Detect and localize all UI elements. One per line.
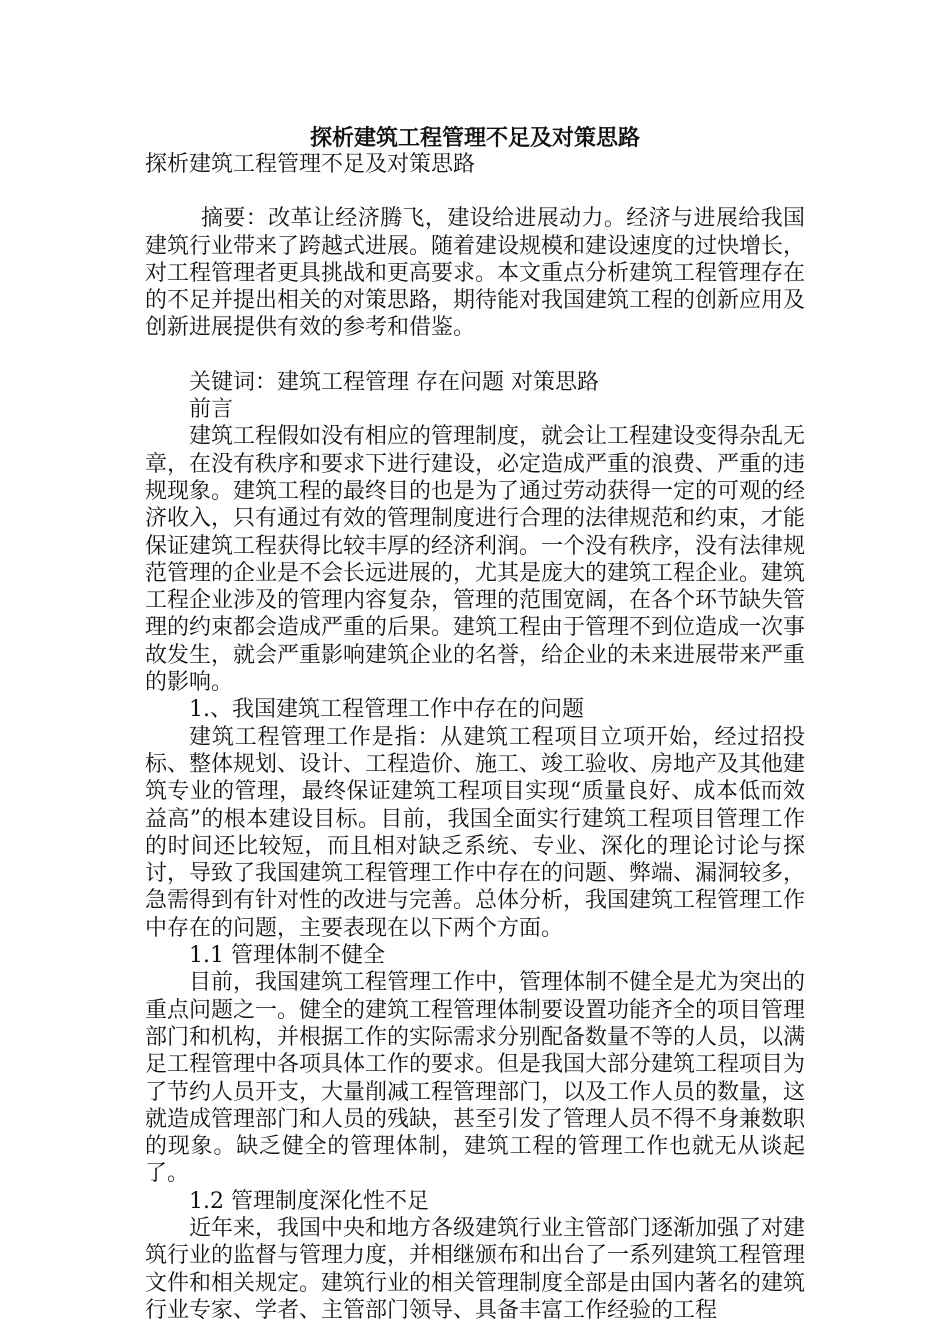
section-1-1-heading: 1.1 管理体制不健全	[189, 943, 385, 969]
section-1-1-paragraph: 目前，我国建筑工程管理工作中，管理体制不健全是尤为突出的重点问题之一。健全的建筑工程管理体制要设置功能齐全的项目管理部门和机构，并根据工作的实际需求分别配备数量不等的人员，以满足工程管理中各项具体工作的要求。但是我国大部分建筑工程项目为了节约人员开支，大量削减工程管理部门，以及工作人员的数量，这就造成管理部门和人员的残缺，甚至引发了管理人员不得不身兼数职的现象。缺乏健全的管理体制，建筑工程的管理工作也就无从谈起了。	[145, 970, 806, 1187]
section-1-heading: 1.、我国建筑工程管理工作中存在的问题	[189, 697, 584, 723]
section-1-2-paragraph: 近年来，我国中央和地方各级建筑行业主管部门逐渐加强了对建筑行业的监督与管理力度，并相继颁布和出台了一系列建筑工程管理文件和相关规定。建筑行业的相关管理制度全部是由国内著名的建筑行业专家、学者、主管部门领导、具备丰富工作经验的工程	[145, 1215, 806, 1323]
preface-paragraph: 建筑工程假如没有相应的管理制度，就会让工程建设变得杂乱无章，在没有秩序和要求下进行建设，必定造成严重的浪费、严重的违规现象。建筑工程的最终目的也是为了通过劳动获得一定的可观的经济收入，只有通过有效的管理制度进行合理的法律规范和约束，才能保证建筑工程获得比较丰厚的经济利润。一个没有秩序，没有法律规范管理的企业是不会长远进展的，尤其是庞大的建筑工程企业。建筑工程企业涉及的管理内容复杂，管理的范围宽阔，在各个环节缺失管理的约束都会造成严重的后果。建筑工程由于管理不到位造成一次事故发生，就会严重影响建筑企业的名誉，给企业的未来进展带来严重的影响。	[145, 424, 806, 696]
preface-heading: 前言	[189, 397, 234, 423]
keywords-line: 关键词：建筑工程管理 存在问题 对策思路	[189, 369, 599, 395]
document-body	[145, 151, 805, 1324]
section-1-paragraph: 建筑工程管理工作是指：从建筑工程项目立项开始，经过招投标、整体规划、设计、工程造价、施工、竣工验收、房地产及其他建筑专业的管理，最终保证建筑工程项目实现“质量良好、成本低而效益高”的根本建设目标。目前，我国全面实行建筑工程项目管理工作的时间还比较短，而且相对缺乏系统、专业、深化的理论讨论与探讨，导致了我国建筑工程管理工作中存在的问题、弊端、漏洞较多，急需得到有针对性的改进与完善。总体分析，我国建筑工程管理工作中存在的问题，主要表现在以下两个方面。	[145, 724, 806, 941]
abstract-paragraph: 摘要：改革让经济腾飞，建设给进展动力。经济与进展给我国建筑行业带来了跨越式进展。随着建设规模和建设速度的过快增长，对工程管理者更具挑战和更高要求。本文重点分析建筑工程管理存在的不足并提出相关的对策思路，期待能对我国建筑工程的创新应用及创新进展提供有效的参考和借鉴。	[145, 206, 806, 341]
spacer	[145, 178, 805, 205]
document-subtitle: 探析建筑工程管理不足及对策思路	[145, 152, 476, 177]
document-title: 探析建筑工程管理不足及对策思路	[309, 125, 640, 151]
section-1-2-heading: 1.2 管理制度深化性不足	[189, 1188, 429, 1214]
spacer	[145, 342, 805, 369]
